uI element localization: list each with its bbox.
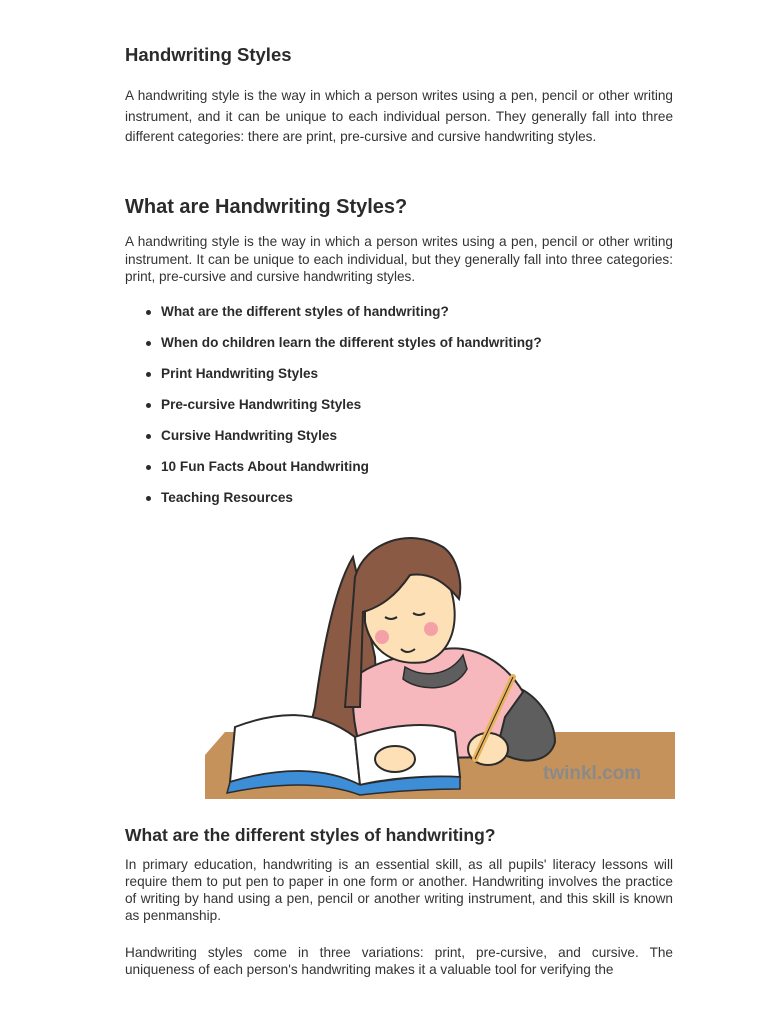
toc-item-when-children-learn[interactable]: When do children learn the different styles of handwriting?	[161, 331, 542, 362]
toc-item-print-styles[interactable]: Print Handwriting Styles	[161, 362, 542, 393]
girl-writing-illustration	[205, 527, 675, 799]
subheading: What are the different styles of handwriting?	[125, 825, 496, 845]
toc-item-different-styles[interactable]: What are the different styles of handwriting?	[161, 300, 542, 331]
paragraph-4: Handwriting styles come in three variations: print, pre-cursive, and cursive. The uniqueness of each person's handwriting makes it a valuable tool for verifying the	[125, 945, 673, 977]
intro-paragraph: A handwriting style is the way in which a person writes using a pen, pencil or other writing instrument, and it can be unique to each individual person. They generally fall into three different categories: there are print, pre-cursive and cursive handwriting styles.	[125, 88, 673, 144]
toc-item-teaching-resources[interactable]: Teaching Resources	[161, 486, 542, 517]
toc-item-fun-facts[interactable]: 10 Fun Facts About Handwriting	[161, 455, 542, 486]
twinkl-watermark: twinkl.com	[543, 763, 642, 784]
main-paragraph: A handwriting style is the way in which a person writes using a pen, pencil or other writing instrument. It can be unique to each individual, but they generally fall into three categories: print, pre-cursive and cursive handwriting styles.	[125, 234, 673, 284]
main-heading: What are Handwriting Styles?	[125, 196, 408, 218]
section-title: Handwriting Styles	[125, 44, 292, 65]
toc-item-cursive-styles[interactable]: Cursive Handwriting Styles	[161, 424, 542, 455]
toc-item-pre-cursive-styles[interactable]: Pre-cursive Handwriting Styles	[161, 393, 542, 424]
table-of-contents	[125, 300, 542, 517]
paragraph-3: In primary education, handwriting is an essential skill, as all pupils' literacy lessons will require them to put pen to paper in one form or another. Handwriting involves the practice of writing by hand using a pen, pencil or another writing instrument, and this skill is known as penmanship.	[125, 857, 673, 923]
